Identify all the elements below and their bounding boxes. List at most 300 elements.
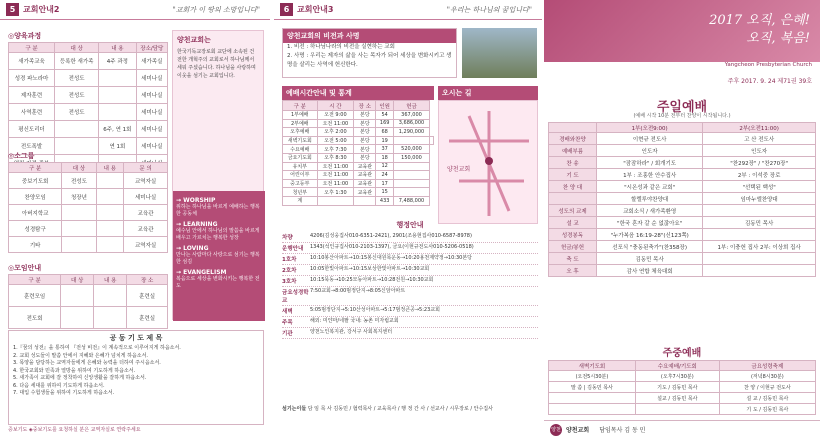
weekday-title: 주중예배 [662,348,702,359]
pastor-name: 담임목사 김 동 민 [599,427,646,434]
service-table [548,122,816,277]
col-header: 장 소 [354,101,376,111]
table-cell: 청장년 [62,189,96,205]
table-cell [96,173,124,189]
table-cell: 교회소식 / 새가족환영 [597,205,703,217]
table-cell: 계 [283,196,318,205]
table-cell: "찬292장" / "찬270장" [703,157,816,169]
table-cell: 임마누엘찬양대 [703,193,816,205]
table-cell [96,221,124,237]
table-cell: 19 [376,136,393,145]
table-cell: 김동민 목사 [597,253,703,265]
table-cell: 오전 11:00 [317,119,354,128]
page-motto: "교회가 이 땅의 소망입니다" [172,5,260,14]
table-cell: 15 [376,188,393,197]
table-cell: 본당 [354,111,376,120]
table-cell [96,189,124,205]
table-cell: 6주, 연 1회 [99,121,136,138]
table-row [549,217,816,229]
page-title: 교회안내3 [297,5,334,14]
activity-key: 금요성경학교 [282,290,309,304]
table-row [9,307,168,329]
table-cell: 말 씀 | 김동민 목사 [549,382,636,393]
activity-key: 2호차 [282,268,297,274]
table-cell [393,171,429,180]
ministry-value: 예수님 안에서 하나님의 말씀을 바르게 배우고 가르치는 행복한 성장 [176,228,260,241]
table-cell: 선포식 "충동된축가"(찬358장) [597,241,703,253]
table-cell: 오전 5:00 [317,136,354,145]
table-cell [549,404,636,415]
table-cell: 기도 / 김동민 목사 [635,382,719,393]
table-row [283,153,434,162]
table-cell: 2부예배 [283,119,318,128]
table-cell: 수요예배 [283,145,318,154]
table-cell: 이현규 전도사 [597,133,703,145]
table-cell: 인도자 [703,145,816,157]
table-cell: 유치부 [283,162,318,171]
table-cell: 3,686,000 [393,119,429,128]
table-cell: 교육관 [354,188,376,197]
table-cell: 사역훈련 [9,104,55,121]
col-header: 금요성령축제 [719,361,815,371]
page-5 [0,0,270,438]
table-cell: 고 산 전도사 [703,133,816,145]
map-drawing [439,101,539,225]
ministry-value: 위하는 하나님을 바르게 예배하는 행복한 공동체 [176,204,260,217]
prayer-item: 5. 새가족이 교회에 잘 정착하여 신앙생활을 잘하게 하옵소서. [13,375,147,381]
col-header: 구 분 [283,101,318,111]
meeting-table [8,274,168,329]
cover-page [544,0,820,438]
ministry-key: → WORSHIP [176,197,216,204]
table-cell: 성도의 교제 [549,205,597,217]
table-cell: 17 [376,179,393,188]
table-cell: 할렐루야찬양대 [597,193,703,205]
table-row [549,145,816,157]
col-header: 대 상 [55,43,99,53]
table-cell: "한국 혼자 갈 순 없잖아요" [597,217,703,229]
activity-value: 양천노인복지관, 강서구 사회복지센터 [310,329,393,335]
weekly-section [282,86,434,206]
table-cell: 오전 11:00 [317,179,354,188]
activity-key: 3호차 [282,279,297,285]
activity-title: 행정안내 [396,221,424,229]
table-cell [635,404,719,415]
table-row [283,196,434,205]
col-header: 1부(오전9:00) [597,123,703,133]
table-cell: 오후 7:30 [317,145,354,154]
table-cell: 새가족실 [136,53,167,70]
duty-box [282,406,538,413]
table-row [283,145,434,154]
vision-line: 1. 비전 : 하나님나라의 비전을 실현하는 교회 [287,44,395,50]
table-cell: 인도자 [597,145,703,157]
table-row [9,121,168,138]
table-row [9,237,168,253]
table-cell: 경배와찬양 [549,133,597,145]
table-row [283,136,434,145]
prayer-item: 4. 한국교회와 민족과 열방을 위하여 기도하게 하옵소서. [13,367,136,374]
ministry-box [173,191,265,321]
table-cell [99,104,136,121]
table-cell: 중보기도회 [9,173,62,189]
table-cell: 새벽기도회 [283,136,318,145]
col-header: 문 의 [124,163,168,173]
col-header: 구 분 [9,275,61,285]
weekday-table [548,360,816,415]
edu-title: ◎양육과정 [8,32,42,40]
prayer-item: 1.『꿈의 성전』을 통하여 『전성 비전』이 계속적으로 이루어지게 하옵소서. [13,345,181,351]
vision-sidebar [172,30,264,320]
table-cell: 520,000 [393,145,429,154]
table-cell: 교육관 [354,179,376,188]
table-cell [549,193,597,205]
table-cell: 세미나실 [136,87,167,104]
table-row [283,128,434,137]
table-row [549,404,816,415]
prayer-item: 3. 목양을 담당하는 교역자들에게 은혜와 능력을 더하여 주시옵소서. [13,360,161,366]
col-header: 대 상 [62,163,96,173]
table-cell: 훈련모임 [9,285,61,307]
table-cell: 전성도 [55,70,99,87]
page-number: 5 [6,3,19,16]
table-cell: "누가복음 16:19-28"(신123쪽) [597,229,703,241]
page-title: 교회안내2 [23,5,60,14]
ministry-key: → LEARNING [176,221,218,228]
table-cell: 평신도리더 [9,121,55,138]
church-marker-icon [485,157,493,165]
table-row [9,189,168,205]
activity-key: 새벽 [282,309,293,315]
service-title: 주일예배 [656,100,708,115]
table-cell: 연 1회 [99,138,136,155]
table-cell: 2부 : 이석중 장로 [703,169,816,181]
table-cell: 세미나실 [136,70,167,87]
table-row [549,181,816,193]
cover-slogan [709,12,810,48]
activity-value: 10:10봉산아파트→10:15봉신대원목운동→10:20용천제약정→10:30본당 [310,255,472,261]
table-cell [430,136,434,145]
table-cell: 설 교 / 김동민 목사 [719,393,815,404]
table-cell: 전도회 [9,307,61,329]
activity-row [282,317,538,328]
table-cell: 찬양모임 [9,189,62,205]
activity-key: 운행안내 [282,246,304,252]
activity-row [282,306,538,317]
page-5-header [0,0,270,20]
table-row [9,173,168,189]
table-cell [393,179,429,188]
table-cell [61,285,94,307]
table-cell: 1부 : 조홍한 안수집사 [597,169,703,181]
duty-label: 섬기는이들 [282,406,307,412]
table-cell [393,188,429,197]
table-row [283,162,434,171]
table-cell [55,138,99,155]
table-cell: 오전 11:00 [317,171,354,180]
table-cell [99,87,136,104]
table-row [283,111,434,120]
activity-key: 차량 [282,235,293,241]
table-cell [549,393,636,404]
activity-row [282,254,538,265]
ministry-value: 복음으로 세상을 변화시키는 행복한 전도 [176,276,260,289]
table-row [9,70,168,87]
activity-value: 10:15묵동→10:25모동아파트→10:28전원→10:30교회 [310,277,434,283]
col-header: 내 용 [94,275,127,285]
table-row [9,285,168,307]
table-cell [94,285,127,307]
slogan-line: 2017 오직, 은혜! [709,13,810,28]
page-6-header [274,0,542,20]
table-cell: 교역자실 [124,173,168,189]
weekly-title: 예배시간안내 및 통계 [282,86,434,100]
activity-row [282,265,538,276]
table-cell [703,253,816,265]
activity-key: 1호차 [282,257,297,263]
table-cell: 찬 양 대 [549,181,597,193]
table-cell: (오전5시30분) [549,371,636,382]
prayer-box [8,330,264,425]
activity-row [282,243,538,254]
page-number: 6 [280,3,293,16]
col-header: 구 분 [9,163,62,173]
activity-row [282,328,538,339]
cover-date: 주후 2017. 9. 24 제71권 39호 [727,78,812,85]
table-cell: 1부예배 [283,111,318,120]
table-row [9,87,168,104]
table-cell: 4주 과정 [99,53,136,70]
col-header: 수요예배/기도회 [635,361,719,371]
table-cell [96,237,124,253]
duty-text: 담 임 목 사 김동민 / 협력목사 / 교육목사 / 행 정 간 사 / 선교사 / 시무장로 / 안수집사 [307,406,493,412]
table-cell [94,307,127,329]
table-cell [703,205,816,217]
table-cell [317,196,354,205]
table-cell: 제자훈련 [9,87,55,104]
activity-value: 10:05한빛아파트→10:15보상한빛아파트→10:30교회 [310,266,430,272]
activity-value: 7:50교회→8:00범정단지→8:05신암아파트 [310,288,406,294]
ministry-value: 만나는 사람마다 사랑으로 섬기는 행복한 섬김 [176,252,260,265]
table-cell: (오후7시30분) [635,371,719,382]
table-cell: 교육관 [354,162,376,171]
sogroup-title: ◎소그룹 [8,152,35,160]
col-header: 내 용 [96,163,124,173]
table-cell: 김동민 목사 [703,217,816,229]
table-cell: 청년부 [283,188,318,197]
table-cell: "잠잠하라" / 회개기도 [597,157,703,169]
table-cell [354,196,376,205]
sidebar-text: 한국기독교장로회 교단에 소속된 건전한 개혁주의 교회로서 하나님께서 세워 주셨습니다. 하나님을 사랑하며 이웃을 섬기는 교회입니다. [177,49,256,79]
table-row [9,53,168,70]
table-cell: 세미나실 [124,189,168,205]
prayer-title: 공 동 기 도 제 목 [109,334,163,342]
table-cell: 24 [376,171,393,180]
map-section [438,86,538,224]
table-row [549,253,816,265]
vision-box [282,28,457,78]
table-cell: 기 도 [549,169,597,181]
table-cell: 헌금/봉헌 [549,241,597,253]
church-name: 양천교회 [566,427,590,434]
table-row [283,171,434,180]
church-photo [462,28,537,78]
table-cell: 등록한 새가족 [55,53,99,70]
table-cell: 세미나실 [136,121,167,138]
table-cell: 설 교 [549,217,597,229]
table-cell [393,136,429,145]
table-cell: 축 도 [549,253,597,265]
table-cell: 169 [376,119,393,128]
table-cell: 오후 1:30 [317,188,354,197]
table-cell: 오전 9:00 [317,111,354,120]
cover-subtitle: Yangcheon Presbyterian Church [724,62,812,68]
col-header: 대 상 [61,275,94,285]
table-cell: 찬 송 [549,157,597,169]
table-cell: 150,000 [393,153,429,162]
table-cell: "시온성과 같은 교회" [597,181,703,193]
table-cell: 367,000 [393,111,429,120]
table-cell: 오후 8:30 [317,153,354,162]
table-row [549,169,816,181]
table-cell: 성경탐구 [9,221,62,237]
table-row [9,104,168,121]
table-cell: 54 [376,111,393,120]
sogroup-table [8,162,168,253]
vision-title: 양천교회의 비전과 사명 [283,29,456,43]
table-cell: 7,488,000 [393,196,429,205]
table-cell: 오후 2:00 [317,128,354,137]
table-cell: 중고등부 [283,179,318,188]
table-cell: 훈련실 [127,307,168,329]
col-header: 구 분 [9,43,55,53]
table-cell [703,265,816,277]
prayer-note: 증보기도 ◈중보기도를 요청하실 분은 교역자실로 연락주세요 [8,427,141,433]
table-cell: 68 [376,128,393,137]
table-cell: 세미나실 [136,104,167,121]
table-row [9,205,168,221]
activity-key: 주목 [282,320,293,326]
page-6 [274,0,542,438]
col-header: 시 간 [317,101,354,111]
ministry-key: → EVANGELISM [176,269,227,276]
table-cell: 어린이부 [283,171,318,180]
table-cell: 전도폭발 [9,138,55,155]
prayer-list [13,345,259,398]
table-cell: 37 [376,145,393,154]
col-header: 2부(오전11:00) [703,123,816,133]
activity-row [282,287,538,306]
map[interactable] [438,100,538,224]
col-header: 헌금 [393,101,429,111]
activity-section [282,220,538,339]
table-cell: 1,290,000 [393,128,429,137]
table-cell [62,237,96,253]
table-cell: 기 도 / 김동민 목사 [719,404,815,415]
activity-value: 5:05범정단지→5:10산성아파트→5:17범정큰공→5:23교회 [310,307,440,313]
activity-value: 해외: 미얀마/네팔 국내: 농촌 미자립교회 [310,318,399,324]
table-cell: 전성도 [55,104,99,121]
table-cell: 찬 양 / 이현규 전도사 [719,382,815,393]
table-cell: 오 후 [549,265,597,277]
map-title: 오시는 길 [438,86,538,100]
table-cell [99,70,136,87]
table-cell: 본당 [354,119,376,128]
table-cell [62,205,96,221]
weekly-table [282,100,434,206]
cover-banner [544,0,820,62]
church-logo-icon: 양천 [550,424,562,436]
table-cell: 세미나실 [136,138,167,155]
table-row [549,241,816,253]
table-row [549,229,816,241]
table-cell: (저녁8시30분) [719,371,815,382]
table-cell: 18 [376,153,393,162]
table-cell: 전성도 [62,173,96,189]
table-cell [703,229,816,241]
table-cell: 오전 11:00 [317,162,354,171]
slogan-line: 오직, 복음! [746,31,810,46]
table-cell: 오후예배 [283,128,318,137]
table-cell: 새가족교육 [9,53,55,70]
col-header: 인원 [376,101,393,111]
table-row [9,221,168,237]
table-row [549,157,816,169]
table-cell: 교역자실 [124,237,168,253]
map-label: 양천교회 [447,166,471,173]
table-cell [61,307,94,329]
prayer-item: 6. 다음 세대를 위하여 기도하게 하옵소서. [13,382,105,389]
table-cell: 설교 / 김동민 목사 [635,393,719,404]
table-row [549,382,816,393]
vision-line: 2. 사명 : 우리는 제자의 삶을 사는 목자가 되어 세상을 변화시키고 생명을 살리는 사역에 헌신한다. [287,53,452,68]
table-row [549,265,816,277]
table-cell: 본당 [354,128,376,137]
col-header: 새벽기도회 [549,361,636,371]
table-cell [96,205,124,221]
meeting-title: ◎모임안내 [8,264,42,272]
activity-value: 4206(김성웅집사010-6351-2421), 2901(조용현집사010-6587-8978) [310,233,472,239]
table-cell: 전성도 [55,87,99,104]
table-cell: 예배부름 [549,145,597,157]
table-row [549,133,816,145]
table-cell: 성경 파노라마 [9,70,55,87]
col-header [549,123,597,133]
table-cell: 본당 [354,153,376,162]
page-motto: "우리는 하나님의 꿈입니다" [446,5,532,14]
table-cell: 12 [376,162,393,171]
table-cell: 1부: 이충헌 집사 2부: 이상희 집사 [703,241,816,253]
table-row [283,188,434,197]
activity-list [282,232,538,339]
table-cell: 교육관 [124,221,168,237]
col-header: 장소/담당 [136,43,167,53]
cover-footer [544,420,820,438]
table-cell: 감사 연합 체육대회 [597,265,703,277]
activity-row [282,232,538,243]
service-subtitle: (예배 시작 10분 전부터 찬양이 시작됩니다.) [633,113,731,119]
table-cell: 성경봉독 [549,229,597,241]
table-cell: 아버지학교 [9,205,62,221]
col-header: 장 소 [127,275,168,285]
prayer-item: 2. 교회 성도들이 말씀 안에서 지혜와 은혜가 넘치게 하옵소서. [13,352,148,359]
table-cell: 훈련실 [127,285,168,307]
sidebar-title: 양천교회는 [177,36,211,44]
activity-value: 1343(석인규집사010-2103-1397), 금요(이현규전도사010-5206-0518) [310,244,474,250]
table-row [549,371,816,382]
activity-row [282,276,538,287]
col-header: 내 용 [99,43,136,53]
